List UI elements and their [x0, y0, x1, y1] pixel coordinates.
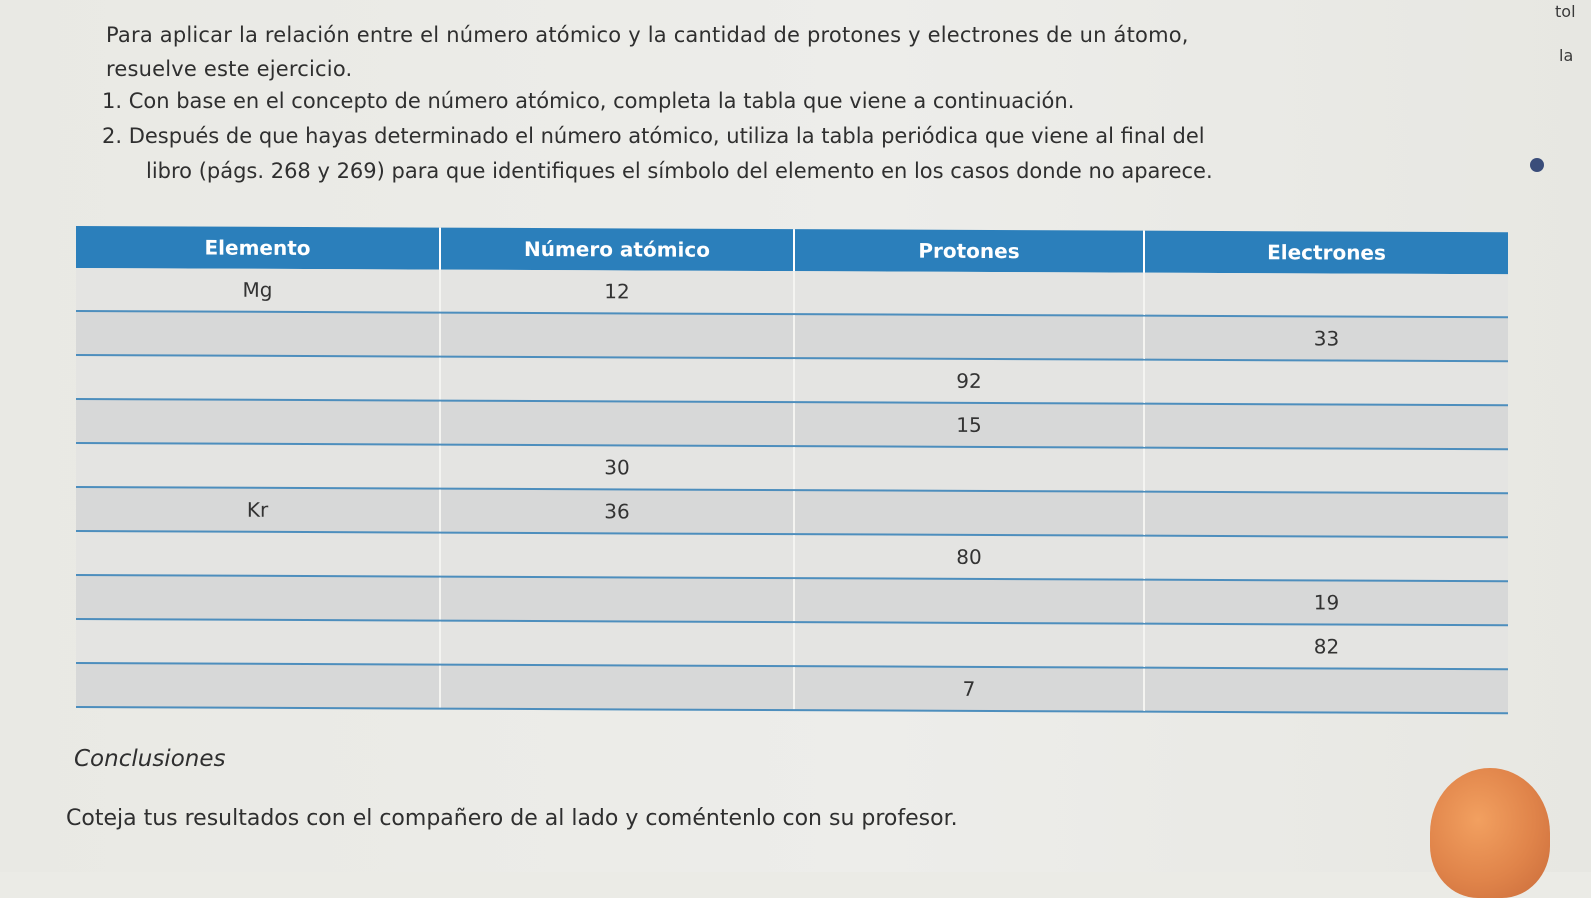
cell-elemento — [76, 619, 440, 665]
finger-photo-overlay — [1430, 768, 1550, 898]
cell-electrones — [1144, 536, 1508, 582]
cell-numero-atomico — [440, 621, 794, 667]
cell-protones: 7 — [794, 666, 1144, 712]
cell-protones — [794, 271, 1144, 316]
step-1: 1. Con base en el concepto de número atómico, completa la tabla que viene a continuación. — [102, 89, 1075, 113]
cell-electrones: 19 — [1144, 580, 1508, 626]
table-row — [76, 619, 1508, 669]
cell-protones — [794, 314, 1144, 360]
cell-elemento: Mg — [76, 268, 440, 313]
cell-electrones — [1144, 492, 1508, 538]
cell-protones — [794, 578, 1144, 624]
conclusions-heading: Conclusiones — [74, 746, 226, 772]
cell-elemento — [76, 399, 440, 445]
cell-electrones: 82 — [1144, 624, 1508, 670]
cell-elemento — [76, 663, 440, 709]
cell-protones: 80 — [794, 534, 1144, 580]
table-row — [76, 575, 1508, 625]
cell-numero-atomico — [440, 357, 794, 403]
header-protones: Protones — [794, 229, 1144, 273]
intro-line-2: resuelve este ejercicio. — [106, 57, 353, 81]
margin-note-second: la — [1559, 46, 1574, 65]
cell-numero-atomico: 30 — [440, 445, 794, 491]
cell-electrones — [1144, 273, 1508, 318]
cell-numero-atomico: 12 — [440, 270, 794, 315]
conclusions-text: Coteja tus resultados con el compañero de al lado y coméntenlo con su profesor. — [66, 806, 958, 831]
cell-electrones — [1144, 360, 1508, 406]
table-row — [76, 531, 1508, 581]
cell-protones: 15 — [794, 402, 1144, 448]
cell-electrones — [1144, 668, 1508, 714]
cell-protones — [794, 622, 1144, 668]
element-table — [76, 226, 1508, 714]
table-header-row — [76, 226, 1508, 274]
table-row — [76, 311, 1508, 361]
cell-electrones: 33 — [1144, 316, 1508, 362]
header-numero-atomico: Número atómico — [440, 228, 794, 272]
cell-elemento — [76, 355, 440, 401]
cell-numero-atomico: 36 — [440, 489, 794, 535]
margin-dot-icon — [1530, 158, 1544, 172]
cell-numero-atomico — [440, 313, 794, 359]
cell-numero-atomico — [440, 577, 794, 623]
cell-elemento — [76, 443, 440, 489]
cell-electrones — [1144, 448, 1508, 494]
table-row — [76, 443, 1508, 493]
table-row — [76, 268, 1508, 317]
cell-elemento — [76, 575, 440, 621]
table-row — [76, 487, 1508, 537]
header-elemento: Elemento — [76, 226, 440, 270]
margin-note-top: tol — [1555, 2, 1576, 21]
cell-elemento — [76, 531, 440, 577]
step-2-line-1: 2. Después de que hayas determinado el número atómico, utiliza la tabla periódica que viene al final del — [102, 124, 1205, 148]
cell-protones: 92 — [794, 358, 1144, 404]
step-2-line-2: libro (págs. 268 y 269) para que identifiques el símbolo del elemento en los casos donde no aparece. — [146, 159, 1213, 183]
cell-protones — [794, 446, 1144, 492]
instructions-list — [102, 84, 1522, 189]
table-row — [76, 355, 1508, 405]
table-row — [76, 663, 1508, 713]
header-electrones: Electrones — [1144, 231, 1508, 275]
intro-paragraph — [106, 18, 1526, 86]
cell-electrones — [1144, 404, 1508, 450]
table-row — [76, 399, 1508, 449]
cell-protones — [794, 490, 1144, 536]
cell-numero-atomico — [440, 533, 794, 579]
cell-numero-atomico — [440, 665, 794, 711]
cell-numero-atomico — [440, 401, 794, 447]
cell-elemento: Kr — [76, 487, 440, 533]
cell-elemento — [76, 311, 440, 357]
intro-line-1: Para aplicar la relación entre el número atómico y la cantidad de protones y electrones de un átomo, — [106, 23, 1189, 47]
